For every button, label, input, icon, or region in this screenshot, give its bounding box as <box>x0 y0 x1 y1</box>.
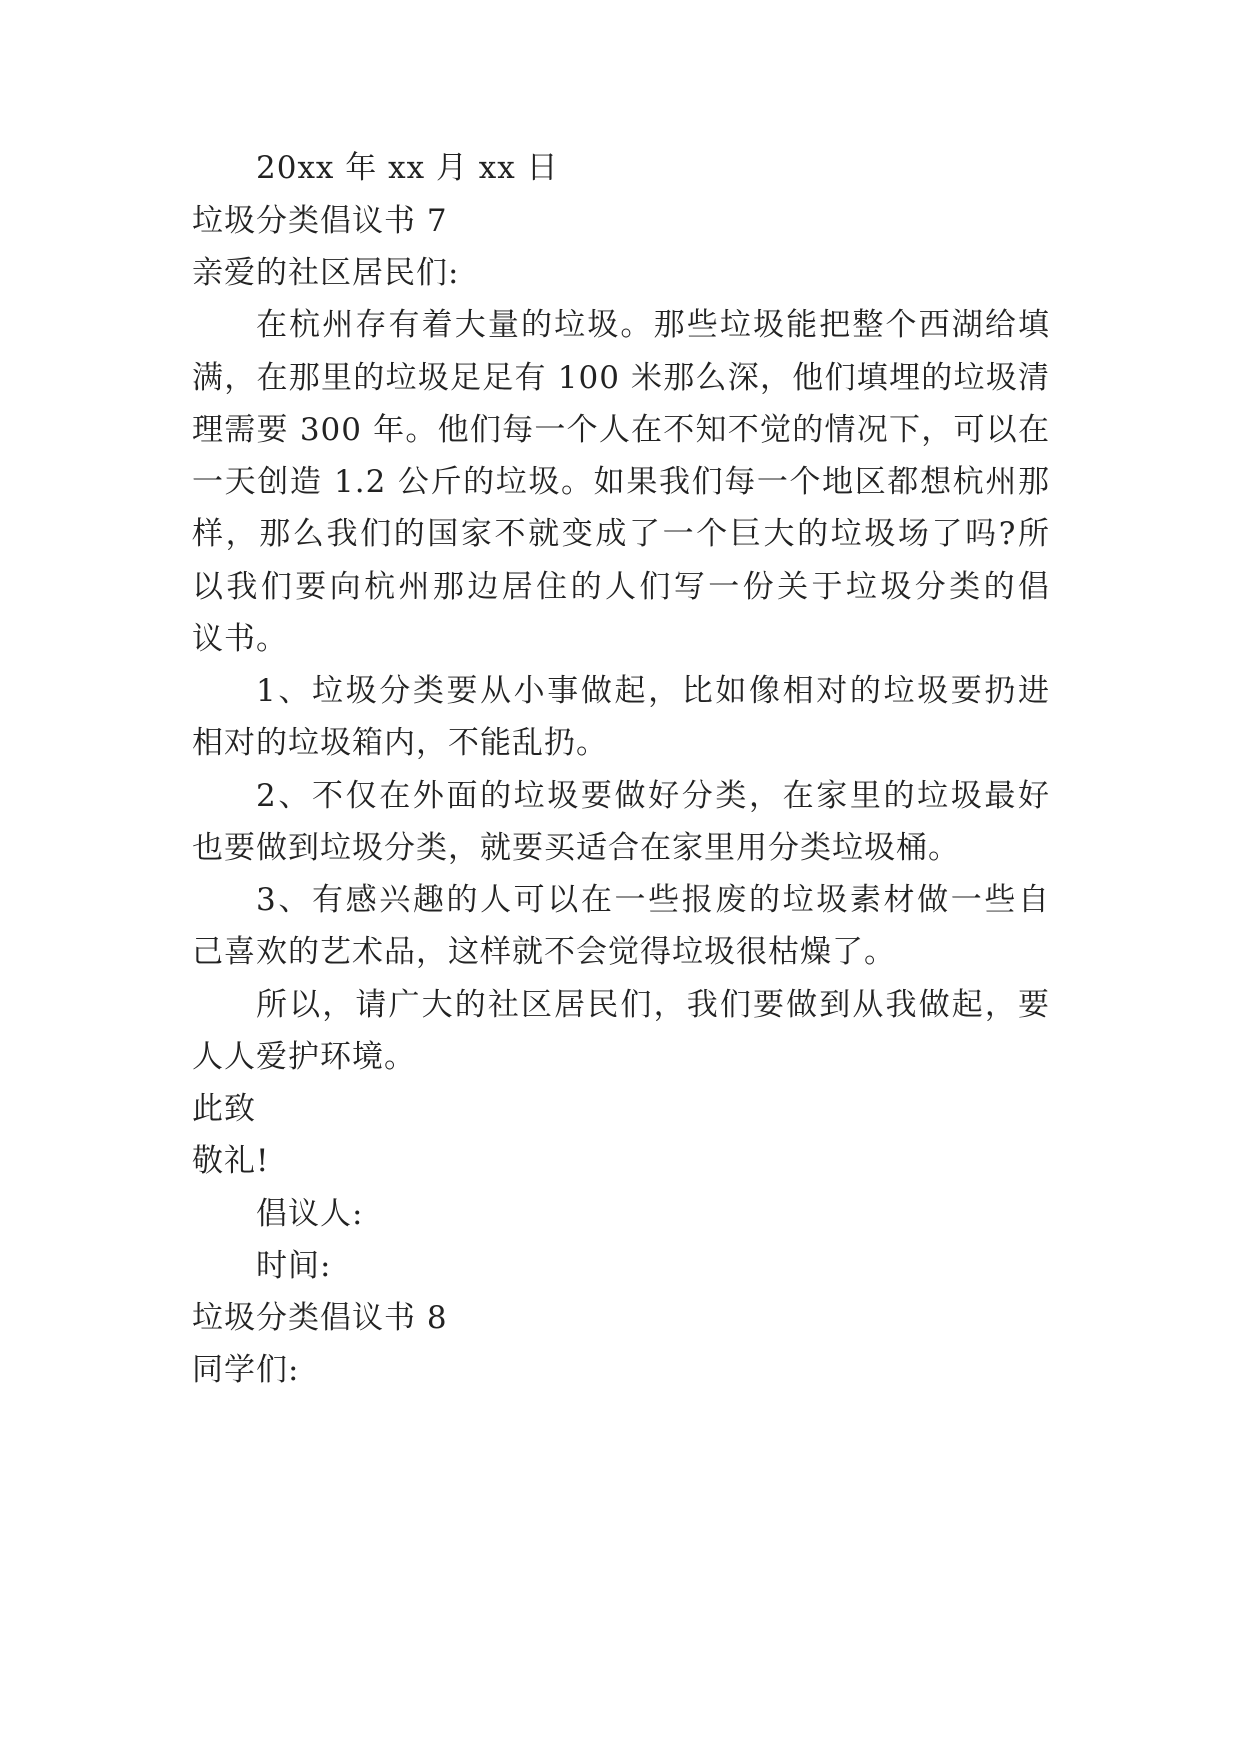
paragraph-1-line: 议书。 <box>192 621 288 657</box>
section-heading-8: 垃圾分类倡议书 8 <box>192 1300 448 1336</box>
salutation-7: 亲爱的社区居民们: <box>192 255 460 291</box>
list-item-3-line: 己喜欢的艺术品，这样就不会觉得垃圾很枯燥了。 <box>192 934 896 970</box>
salutation-8: 同学们: <box>192 1352 300 1388</box>
closing-jingli: 敬礼! <box>192 1143 270 1179</box>
paragraph-1-line: 满，在那里的垃圾足足有 100 米那么深，他们填埋的垃圾清 <box>192 360 1050 396</box>
closing-cizhi: 此致 <box>192 1091 256 1127</box>
list-item-2-line: 也要做到垃圾分类，就要买适合在家里用分类垃圾桶。 <box>192 830 960 866</box>
list-item-1-line: 相对的垃圾箱内，不能乱扔。 <box>192 725 608 761</box>
initiator-label: 倡议人: <box>256 1196 364 1232</box>
closing-paragraph-line: 所以，请广大的社区居民们，我们要做到从我做起，要 <box>256 987 1050 1023</box>
section-heading-7: 垃圾分类倡议书 7 <box>192 203 448 239</box>
paragraph-1-line: 在杭州存有着大量的垃圾。那些垃圾能把整个西湖给填 <box>256 307 1050 343</box>
paragraph-1-line: 以我们要向杭州那边居住的人们写一份关于垃圾分类的倡 <box>192 569 1050 605</box>
paragraph-1-line: 理需要 300 年。他们每一个人在不知不觉的情况下，可以在 <box>192 412 1050 448</box>
list-item-2-line: 2、不仅在外面的垃圾要做好分类，在家里的垃圾最好 <box>256 778 1050 814</box>
time-label: 时间: <box>256 1248 332 1284</box>
list-item-3-line: 3、有感兴趣的人可以在一些报废的垃圾素材做一些自 <box>256 882 1050 918</box>
closing-paragraph-line: 人人爱护环境。 <box>192 1039 416 1075</box>
paragraph-1-line: 样，那么我们的国家不就变成了一个巨大的垃圾场了吗?所 <box>192 516 1050 552</box>
date-line: 20xx 年 xx 月 xx 日 <box>256 150 559 186</box>
list-item-1-line: 1、垃圾分类要从小事做起，比如像相对的垃圾要扔进 <box>256 673 1050 709</box>
paragraph-1-line: 一天创造 1.2 公斤的垃圾。如果我们每一个地区都想杭州那 <box>192 464 1050 500</box>
